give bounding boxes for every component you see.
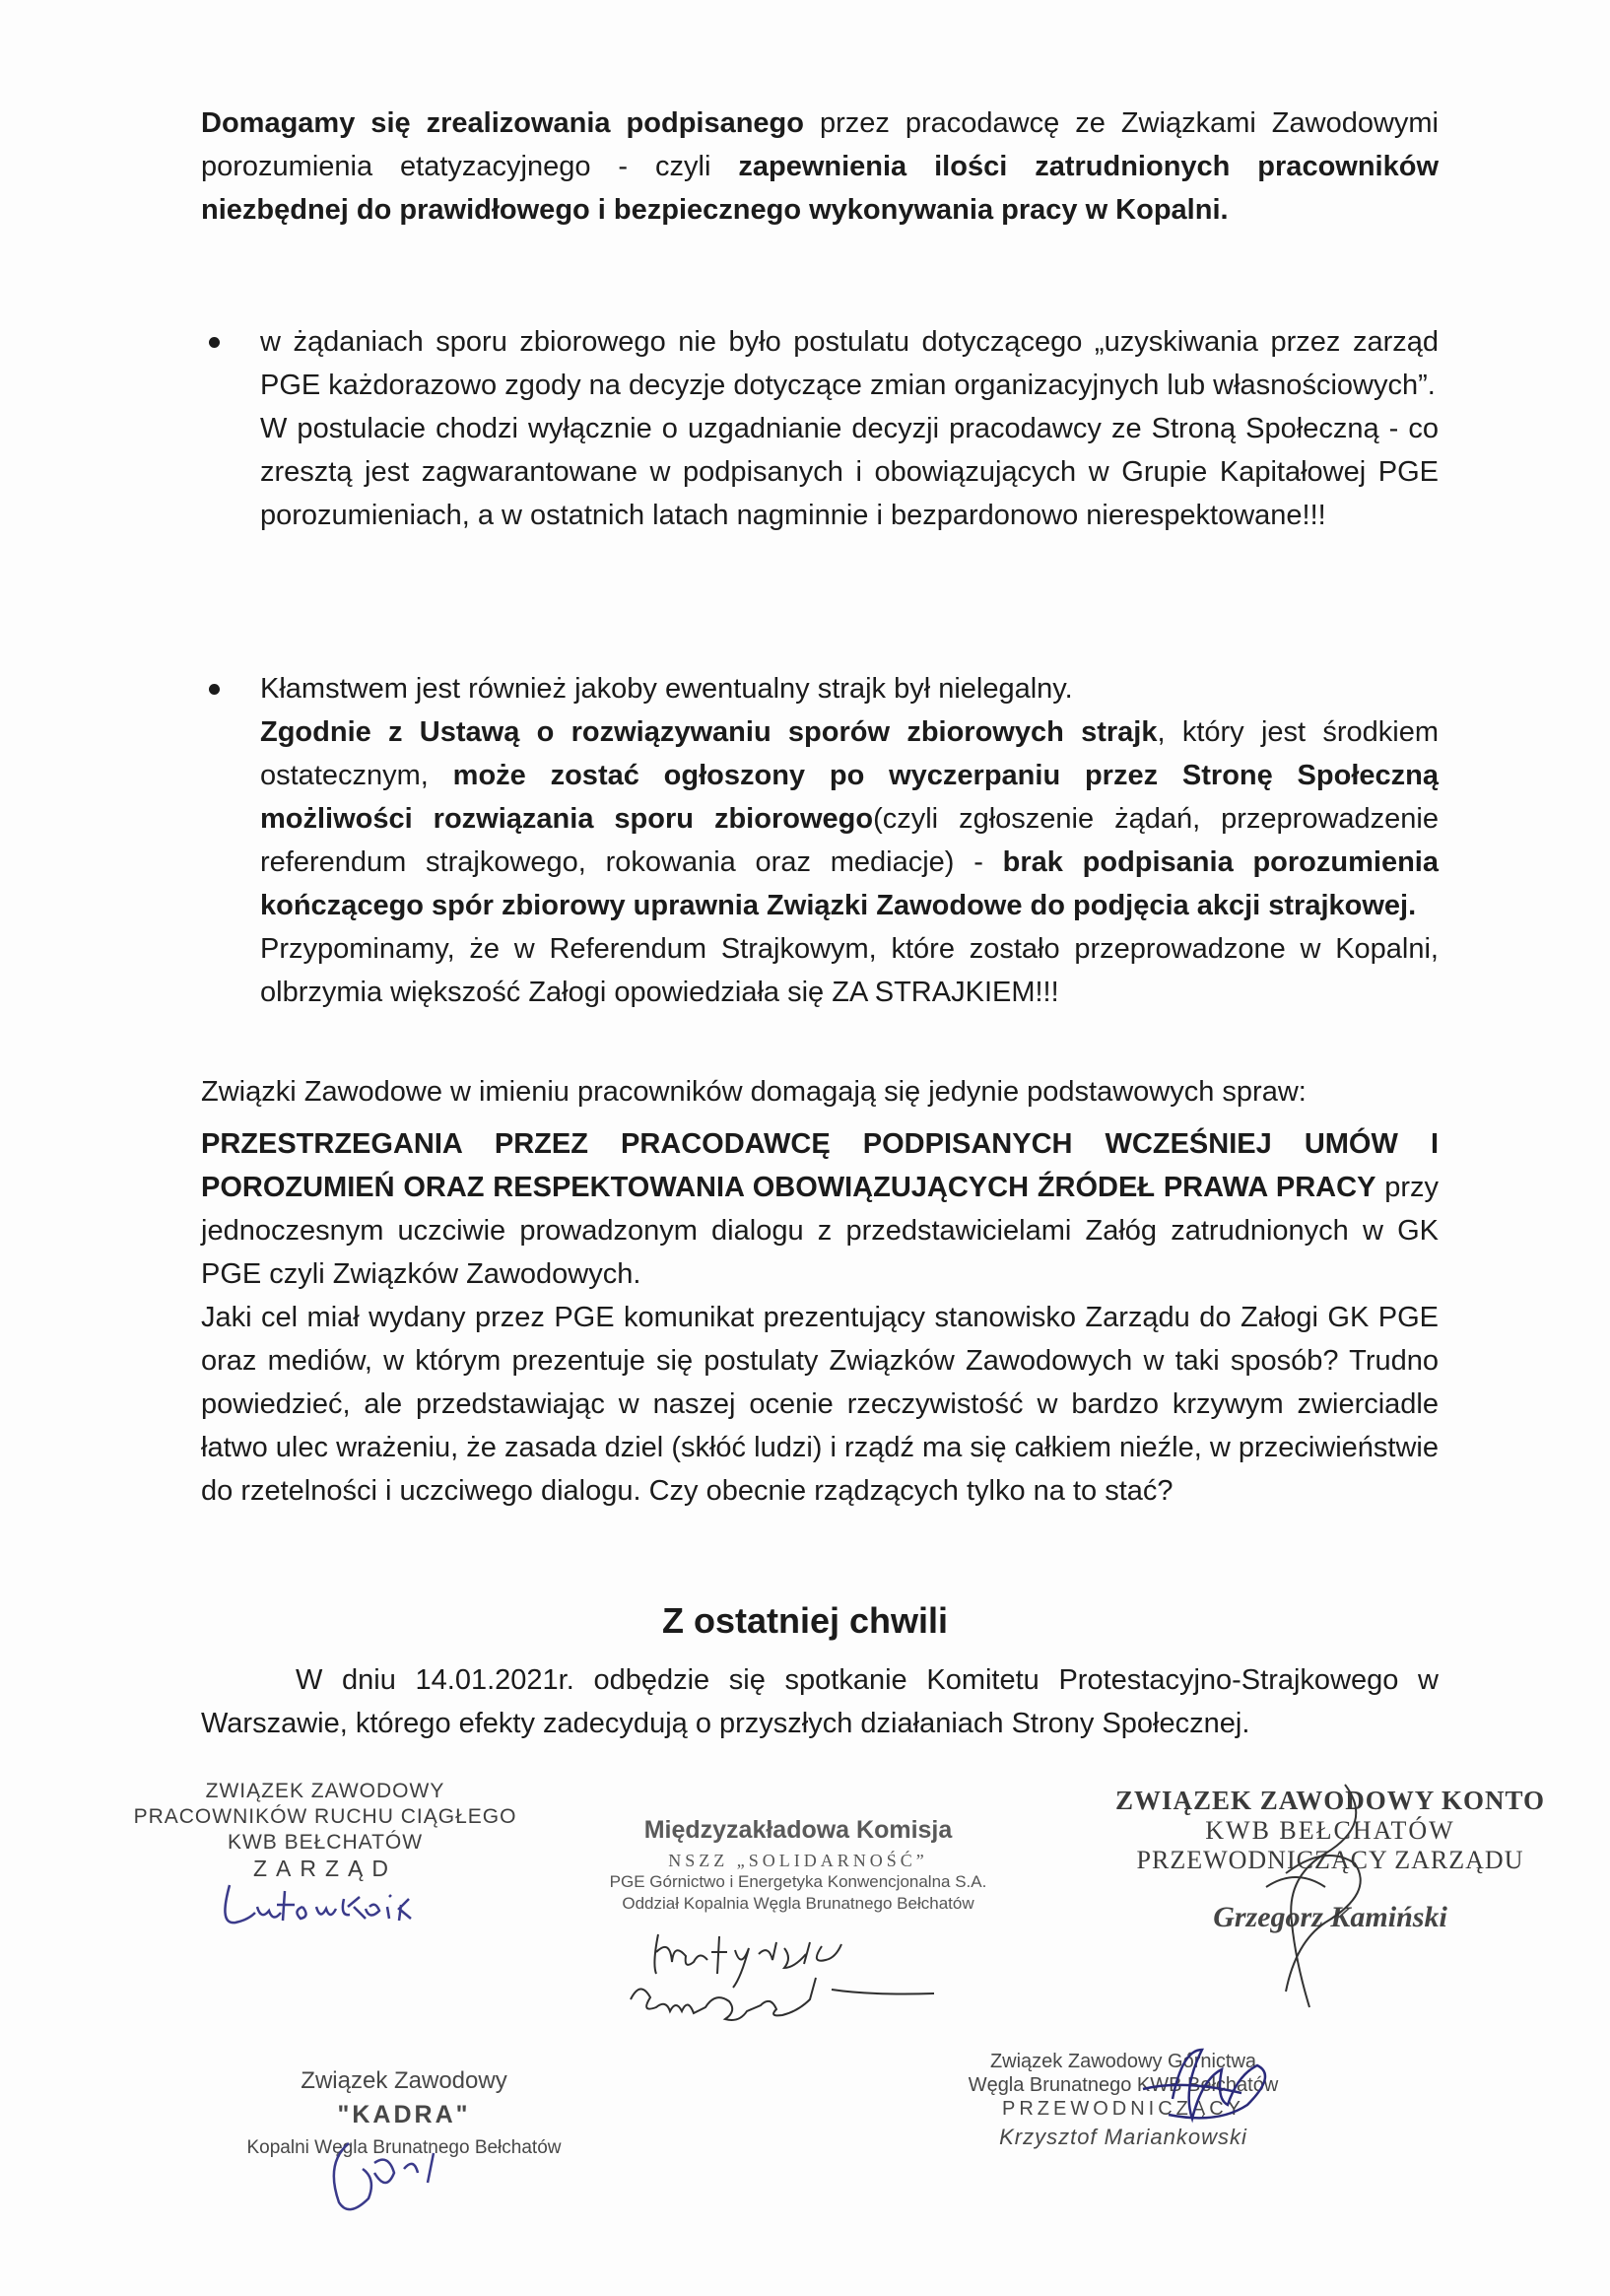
stamp-ruch-line4: ZARZĄD (253, 1856, 397, 1881)
bullet2-line1: Kłamstwem jest również jakoby ewentualny strajk był nielegalny. (260, 673, 1073, 705)
stamp-ruch-line2: PRACOWNIKÓW RUCHU CIĄGŁEGO (133, 1805, 517, 1828)
stamp-ruch-line1: ZWIĄZEK ZAWODOWY (205, 1780, 445, 1802)
unions-paragraph: Związki Zawodowe w imieniu pracowników domagają się jedynie podstawowych spraw: (201, 1076, 1307, 1108)
stamp-ruch-ciaglego (118, 1779, 532, 1881)
stamp-konto-line4: Grzegorz Kamiński (1213, 1901, 1447, 1933)
bullet1-text2: W postulacie chodzi wyłącznie o uzgadnianie decyzji pracodawcy ze Stroną Społeczną - co zresztą jest zagwarantowane w podpisanych i obowiązujących w Grupie Kapitałowej PGE porozumieniach, a w ostatnich latach nagminnie i bezpardonowo nierespektowane!!! (260, 413, 1439, 531)
stamp-solidarnosc-line1: Międzyzakładowa Komisja (643, 1816, 953, 1844)
intro-paragraph (201, 101, 1439, 232)
stamp-gornictwa-line1: Związek Zawodowy Górnictwa (989, 2051, 1257, 2072)
last-paragraph (201, 1658, 1439, 1745)
bullet2-text-2: (czyli zgłoszenie żądań, przeprowadzenie referendum strajkowego, rokowania oraz mediacje) - (260, 803, 1439, 878)
bullet2-bold-2: może zostać ogłoszony po wyczerpaniu przez Stronę Społeczną możliwości rozwiązania sporu zbiorowego (260, 760, 1439, 835)
intro-text-1: przez pracodawcę ze Związkami Zawodowymi porozumienia etatyzacyjnego - czyli (201, 107, 1439, 182)
bullet2-text-1: , który jest środkiem ostatecznym, (260, 716, 1439, 791)
stamp-solidarnosc-line3: PGE Górnictwo i Energetyka Konwencjonalna S.A. (609, 1872, 987, 1891)
signature-kadra (315, 2124, 473, 2232)
last-text: W dniu 14.01.2021r. odbędzie się spotkanie Komitetu Protestacyjno-Strajkowego w Warszawie, którego efekty zadecydują o przyszłych działaniach Strony Społecznej. (201, 1664, 1439, 1739)
stamp-solidarnosc-line4: Oddział Kopalnia Węgla Brunatnego Bełchatów (622, 1894, 974, 1913)
stamp-kadra-line2: "KADRA" (337, 2101, 471, 2128)
intro-bold-2: zapewnienia ilości zatrudnionych pracowników niezbędnej do prawidłowego i bezpiecznego wykonywania pracy w Kopalni. (201, 151, 1440, 226)
stamp-konto-line3: PRZEWODNICZĄCY ZARZĄDU (1136, 1846, 1524, 1874)
demand-paragraph (201, 1122, 1439, 1513)
stamp-gornictwa-line2: Węgla Brunatnego KWB Bełchatów (968, 2074, 1279, 2096)
stamp-konto-line1: ZWIĄZEK ZAWODOWY KONTO (1114, 1786, 1546, 1815)
stamp-kadra-line1: Związek Zawodowy (301, 2067, 507, 2094)
stamp-konto-line2: KWB BEŁCHATÓW (1205, 1816, 1455, 1845)
stamp-gornictwa-line3: PRZEWODNICZĄCY (1002, 2098, 1244, 2120)
signature-solidarnosc (621, 1926, 946, 2045)
bullet2-paragraph (260, 710, 1439, 927)
signature-mariankowski (1104, 2040, 1281, 2148)
signature-lutkowski (222, 1877, 458, 1946)
demand-text-2: Jaki cel miał wydany przez PGE komunikat prezentujący stanowisko Zarządu do Załogi GK PGE oraz mediów, w którym prezentuje się postulaty Związków Zawodowych w taki sposób? Trudno powiedzieć, ale przedstawiając w naszej ocenie rzeczywistość w bardzo krzywym zwierciadle łatwo ulec wrażeniu, że zasada dziel (skłóć ludzi) i rządź ma się całkiem nieźle, w przeciwieństwie do rzetelności i uczciwego dialogu. Czy obecnie rządzących tylko na to stać? (201, 1302, 1439, 1507)
stamp-solidarnosc (552, 1816, 1044, 1915)
bullet2-bold-1: Zgodnie z Ustawą o rozwiązywaniu sporów zbiorowych strajk (260, 716, 1158, 748)
signature-kaminski (1227, 1779, 1384, 2015)
bullet2-text-3: Przypominamy, że w Referendum Strajkowym, które zostało przeprowadzone w Kopalni, olbrzymia większość Załogi opowiedziała się ZA STRAJKIEM!!! (260, 933, 1439, 1008)
bullet-icon (209, 337, 220, 348)
bullet-item-2 (201, 667, 1439, 1014)
demand-bold: PRZESTRZEGANIA PRZEZ PRACODAWCĘ PODPISANYCH WCZEŚNIEJ UMÓW I POROZUMIEŃ ORAZ RESPEKTOWANIA OBOWIĄZUJĄCYCH ŹRÓDEŁ PRAWA PRACY (201, 1128, 1439, 1203)
bullet2-bold-3: brak podpisania porozumienia kończącego spór zbiorowy uprawnia Związki Zawodowe do podjęcia akcji strajkowej. (260, 846, 1439, 921)
bullet1-text: w żądaniach sporu zbiorowego nie było postulatu dotyczącego „uzyskiwania przez zarząd PGE każdorazowo zgody na decyzje dotyczące zmian organizacyjnych lub własnościowych”. (260, 326, 1439, 401)
bullet-item-1 (201, 320, 1439, 537)
stamp-gornictwa-line4: Krzysztof Mariankowski (999, 2125, 1247, 2149)
intro-bold-1: Domagamy się zrealizowania podpisanego (201, 107, 804, 139)
stamp-ruch-line3: KWB BEŁCHATÓW (227, 1831, 424, 1854)
stamp-kadra-line3: Kopalni Węgla Brunatnego Bełchatów (246, 2137, 562, 2158)
demand-text-1: przy jednoczesnym uczciwie prowadzonym dialogu z przedstawicielami Załóg zatrudnionych w GK PGE czyli Związków Zawodowych. (201, 1172, 1440, 1290)
bullet-icon (209, 684, 220, 695)
section-heading: Z ostatniej chwili (661, 1600, 949, 1641)
stamp-solidarnosc-line2: NSZZ „SOLIDARNOŚĆ” (668, 1851, 928, 1870)
